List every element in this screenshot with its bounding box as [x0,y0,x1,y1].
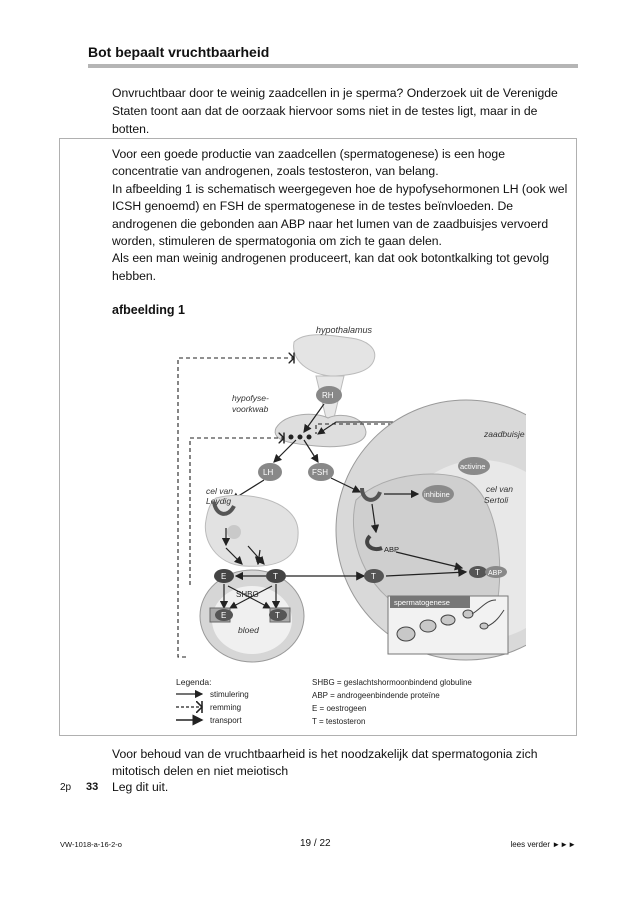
hypothalamus-label: hypothalamus [316,325,373,335]
hypothalamus-shape [294,335,375,376]
question-intro: Voor behoud van de vruchtbaarheid is het noodzakelijk dat spermatogonia zich mitotisch delen en niet meiotisch [112,747,538,778]
legend-t-def: T = testosteron [312,717,366,726]
figure-label: afbeelding 1 [112,303,185,317]
footer-code: VW-1018-a-16-2-o [60,840,122,849]
t-abp-abp-label: ABP [488,570,503,577]
bloed-label: bloed [238,625,259,635]
legend-stimulering: stimulering [210,690,249,699]
cel-leydig-label: cel van [206,486,233,496]
t-bound-label: T [275,611,280,620]
question-points: 2p [60,782,72,793]
paragraph: Voor een goede productie van zaadcellen (spermatogenese) is een hoge concentratie van androgenen, zoals testosteron, van belang. [112,147,505,179]
shbg-label: SHBG [236,590,259,599]
rh-label: RH [322,391,334,400]
e-label: E [221,572,227,581]
footer-next: lees verder ►►► [510,840,576,849]
info-box-text [112,146,572,285]
sperm-cell [420,620,436,632]
figure-diagram [166,320,526,735]
t-sertoli-label: T [371,572,376,581]
leydig-nucleus [227,525,241,539]
abp-label: ABP [384,545,400,554]
sperm-cell [463,610,473,618]
sperm-cell [480,623,488,629]
page-title: Bot bepaalt vruchtbaarheid [88,44,270,60]
hypofyse-label: hypofyse- [232,393,269,403]
sertoli-label: Sertoli [484,495,509,505]
paragraph: In afbeelding 1 is schematisch weergegeven hoe de hypofysehormonen LH (ook wel ICSH genoemd) en FSH de spermatogenese in de testes beïnvloeden. De androgenen die gebonden aan ABP naar het lumen van de zaadbuisjes vervoerd worden, stimuleren de spermatogonia om zich te gaan delen. [112,181,568,249]
receptor-dot [289,435,294,440]
title-underline [88,64,578,68]
legend-abp-def: ABP = androgeenbindende proteïne [312,691,440,700]
question-number: 33 [86,781,99,793]
zaadbuisje-label: zaadbuisje [484,429,525,439]
legend-shbg-def: SHBG = geslachtshormoonbindend globuline [312,678,472,687]
leydig-label: Leydig [206,496,232,506]
inhibine-label: inhibine [424,490,450,499]
activine-label: activine [460,462,486,471]
sperm-cell [397,627,415,641]
pituitary-shape [275,414,366,446]
e-bound-label: E [221,611,227,620]
legend-transport: transport [210,716,242,725]
fsh-label: FSH [312,468,328,477]
intro-text: Onvruchtbaar door te weinig zaadcellen in je sperma? Onderzoek uit de Verenigde Staten toont aan dat de oorzaak hiervoor soms niet in de testes ligt, maar in de botten. [112,86,558,136]
spermatogenese-label: spermatogenese [394,598,450,607]
legend-e-def: E = oestrogeen [312,704,367,713]
lh-label: LH [263,468,274,477]
receptor-dot [298,435,303,440]
cel-sertoli-label: cel van [486,484,513,494]
voorkwab-label: voorkwab [232,404,269,414]
question-text: Leg dit uit. [112,780,169,794]
footer-page: 19 / 22 [300,838,331,849]
legend-title: Legenda: [176,677,212,687]
sperm-cell [441,615,455,625]
t-abp-t-label: T [475,568,480,577]
lh-arrow-in [274,440,296,462]
legend-remming: remming [210,703,242,712]
t-label: T [273,572,278,581]
paragraph: Als een man weinig androgenen produceert, kan dat ook botontkalking tot gevolg hebben. [112,251,550,283]
receptor-dot [307,435,312,440]
